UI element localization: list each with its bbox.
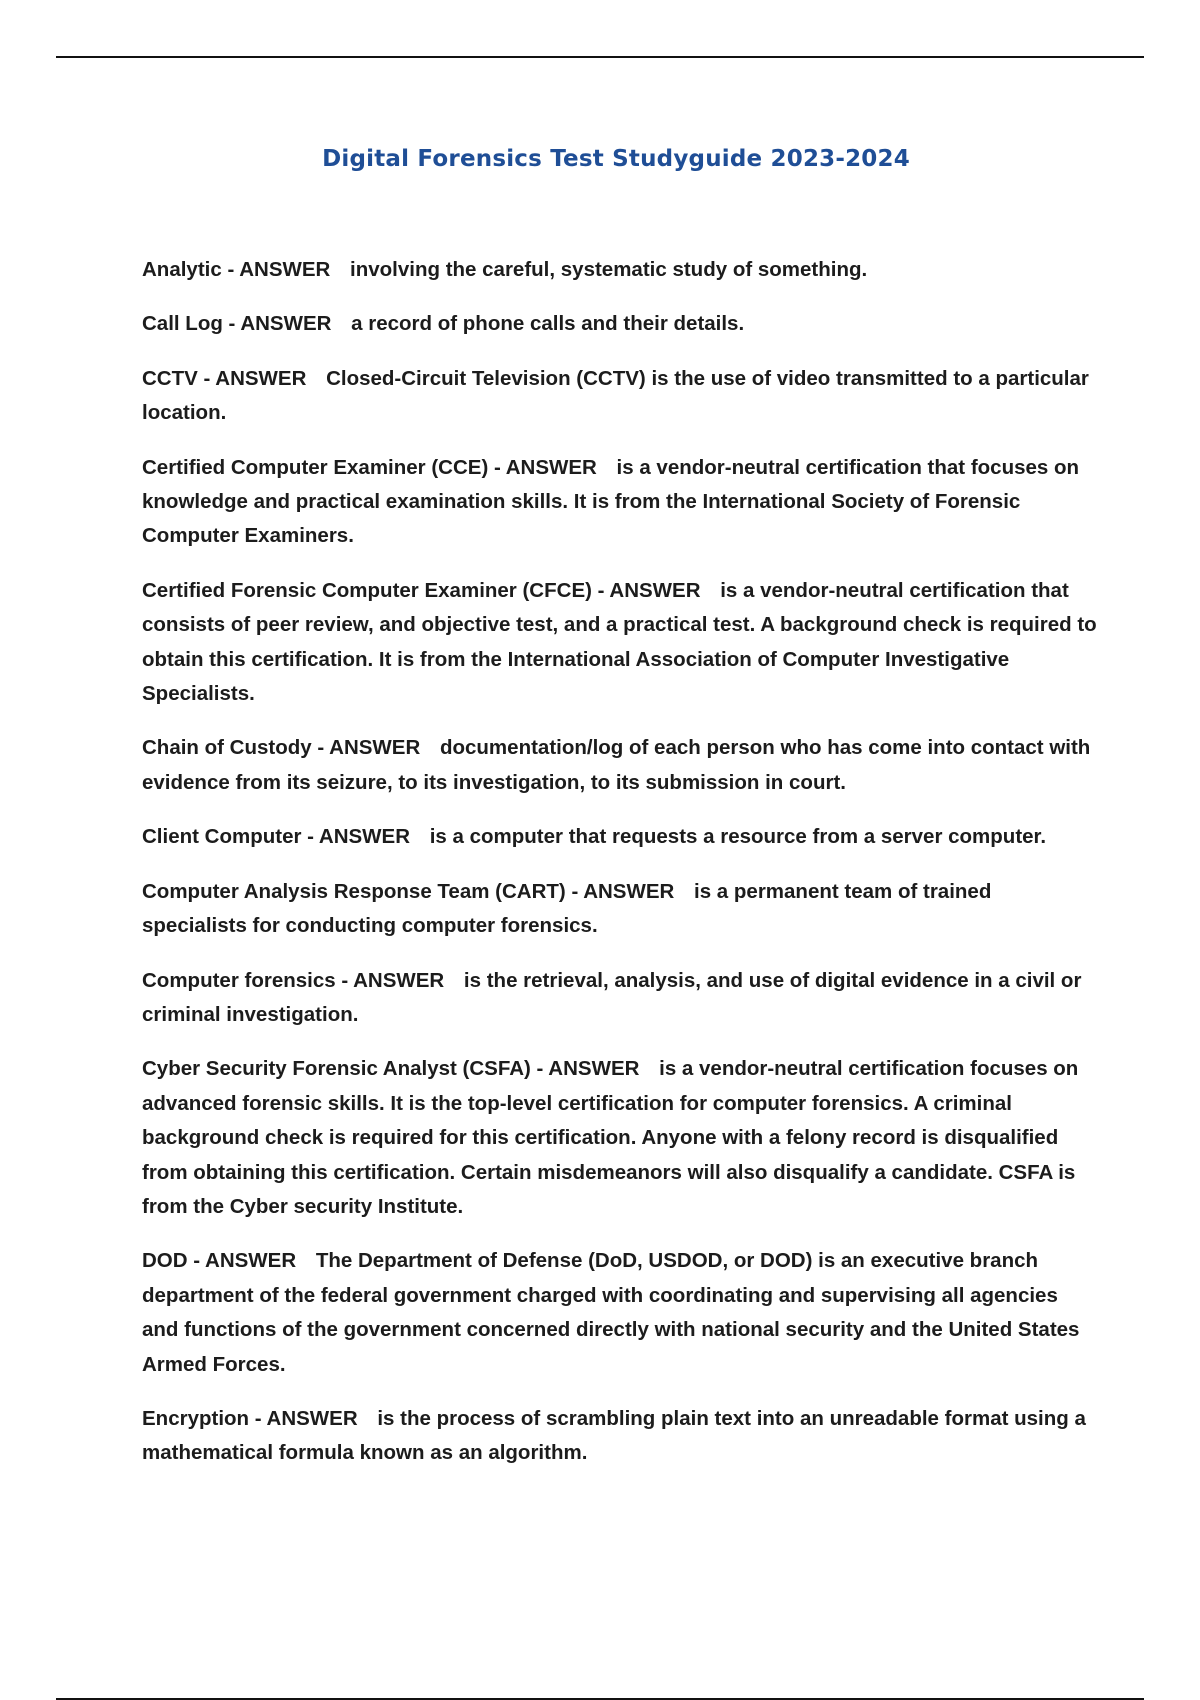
entry-term: Cyber Security Forensic Analyst (CSFA) - ANSWER <box>142 1057 640 1081</box>
entry-term: Call Log - ANSWER <box>142 312 332 336</box>
entry-term: Certified Forensic Computer Examiner (CFCE) - ANSWER <box>142 578 701 602</box>
entry-definition: documentation/log of each person who has come into contact with evidence from its seizure, to its investigation, to its submission in court. <box>142 736 1091 794</box>
entry-term: Encryption - ANSWER <box>142 1406 358 1430</box>
entry-definition: a record of phone calls and their details. <box>351 312 745 336</box>
glossary-entry-client-computer <box>142 820 1097 854</box>
glossary-entry-cce <box>142 451 1097 554</box>
top-horizontal-rule <box>56 56 1144 58</box>
document-title: Digital Forensics Test Studyguide 2023-2024 <box>322 146 910 172</box>
glossary-entry-computer-forensics <box>142 964 1097 1033</box>
entry-term: Certified Computer Examiner (CCE) - ANSWER <box>142 455 597 479</box>
entry-definition: is a vendor-neutral certification that focuses on knowledge and practical examination skills. It is from the International Society of Forensic Computer Examiners. <box>142 455 1080 548</box>
entry-definition: is the process of scrambling plain text into an unreadable format using a mathematical formula known as an algorithm. <box>142 1406 1086 1465</box>
entry-term: CCTV - ANSWER <box>142 366 307 390</box>
entry-definition: is the retrieval, analysis, and use of digital evidence in a civil or criminal investigation. <box>142 968 1082 1026</box>
entry-definition: involving the careful, systematic study of something. <box>350 258 868 281</box>
entry-definition: is a computer that requests a resource from a server computer. <box>429 825 1047 849</box>
entry-definition: is a vendor-neutral certification focuses on advanced forensic skills. It is the top-level certification for computer forensics. A criminal background check is required for this certification. Anyone with a felony record is disqualified from obtaining this certification. Certain misdemeanors will also disqualify a candidate. CSFA is from the Cyber security Institute. <box>142 1057 1079 1218</box>
glossary-entry-encryption <box>142 1402 1097 1471</box>
entry-term: Computer forensics - ANSWER <box>142 968 445 992</box>
entry-definition: The Department of Defense (DoD, USDOD, or DOD) is an executive branch department of the federal government charged with coordinating and supervising all agencies and functions of the government concerned directly with national security and the United States Armed Forces. <box>142 1249 1080 1376</box>
entry-term: Analytic - ANSWER <box>142 258 331 281</box>
glossary-entry-call-log <box>142 307 1097 341</box>
glossary-entry-analytic <box>142 253 1097 287</box>
glossary-list <box>142 253 1097 1491</box>
glossary-entry-cctv <box>142 362 1097 431</box>
entry-term: Computer Analysis Response Team (CART) - ANSWER <box>142 879 675 903</box>
glossary-entry-dod <box>142 1244 1097 1382</box>
entry-term: DOD - ANSWER <box>142 1249 297 1273</box>
glossary-entry-cfce <box>142 574 1097 712</box>
entry-term: Client Computer - ANSWER <box>142 825 411 849</box>
entry-definition: is a vendor-neutral certification that consists of peer review, and objective test, and a practical test. A background check is required to obtain this certification. It is from the International Association of Computer Investigative Specialists. <box>142 578 1097 706</box>
entry-term: Chain of Custody - ANSWER <box>142 736 421 760</box>
entry-definition: is a permanent team of trained specialists for conducting computer forensics. <box>142 879 992 938</box>
glossary-entry-chain-of-custody <box>142 731 1097 800</box>
glossary-entry-csfa <box>142 1052 1097 1224</box>
entry-definition: Closed-Circuit Television (CCTV) is the use of video transmitted to a particular location. <box>142 366 1089 425</box>
glossary-entry-cart <box>142 875 1097 944</box>
